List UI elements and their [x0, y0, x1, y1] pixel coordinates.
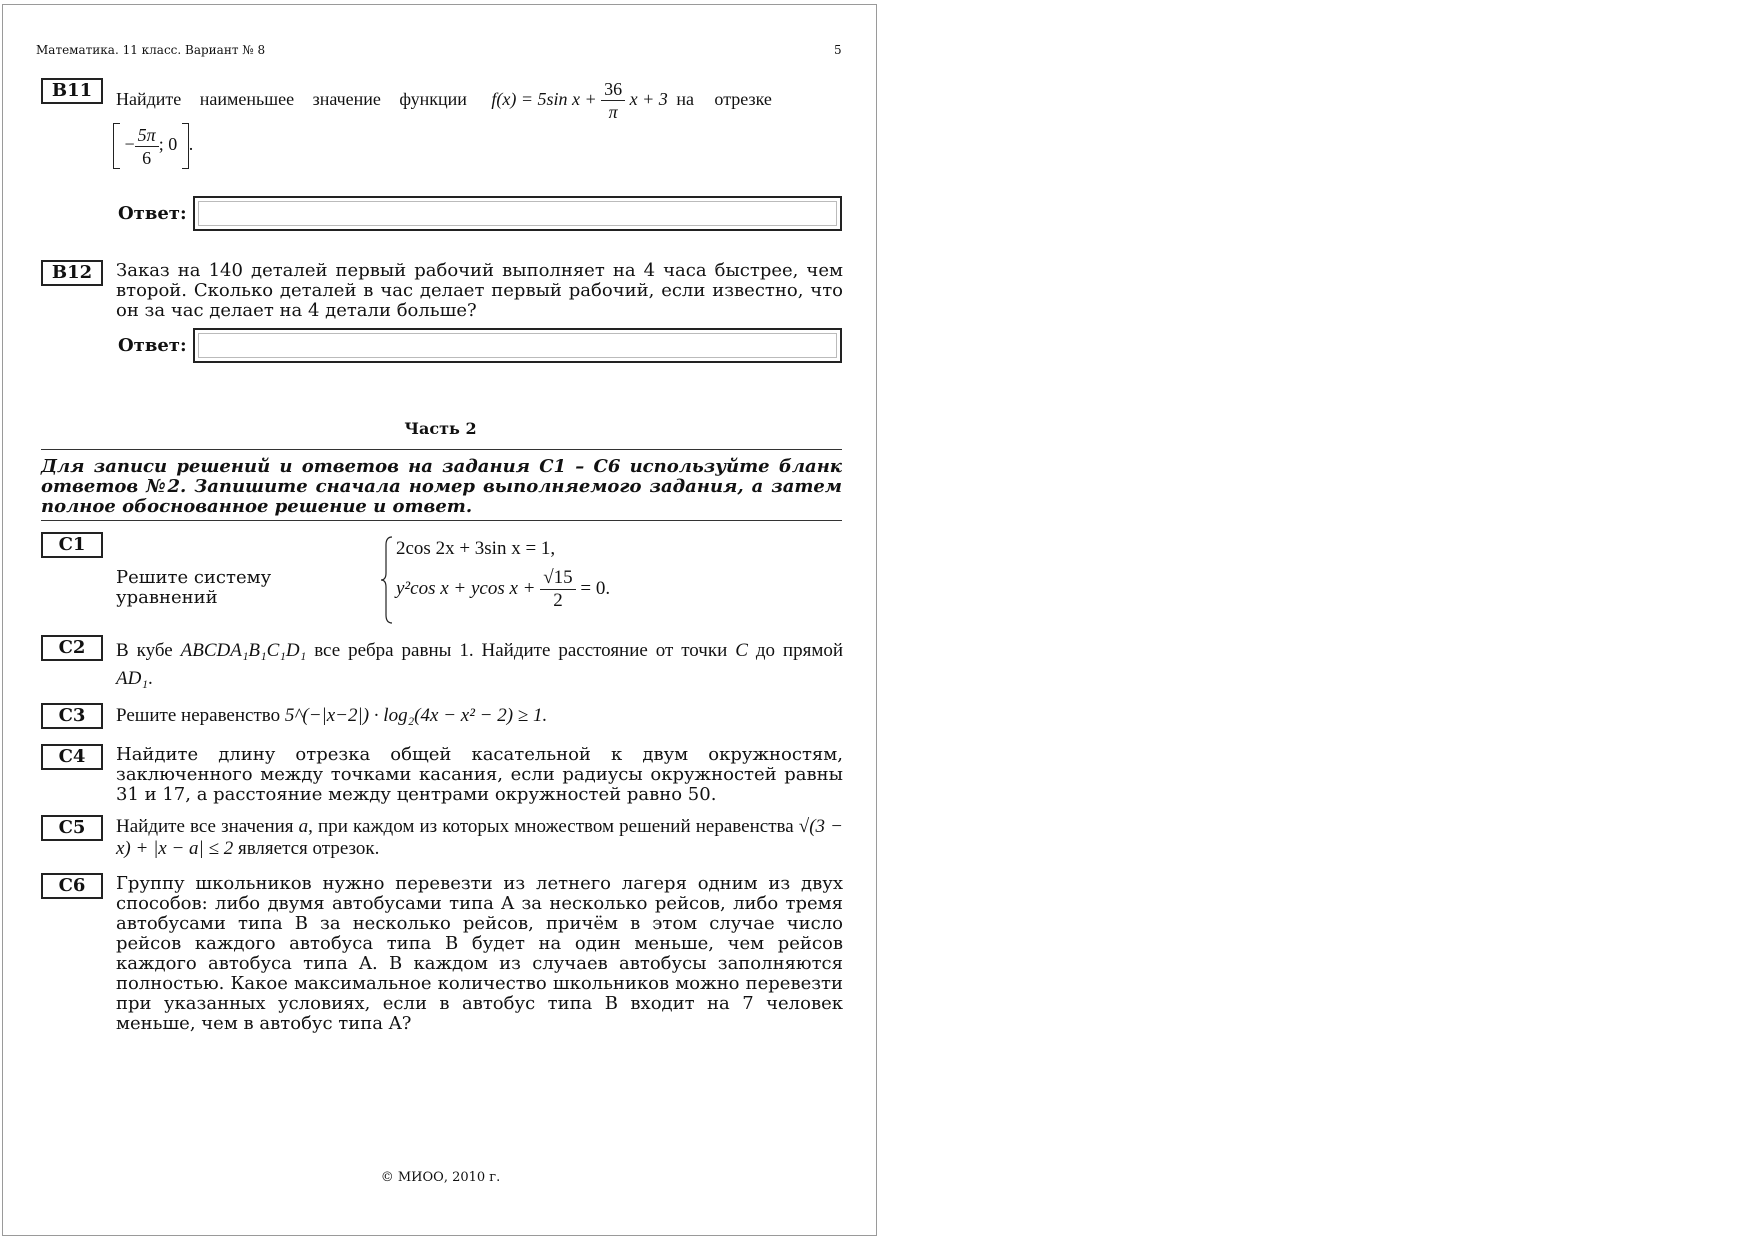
system-brace-icon: [380, 535, 394, 625]
c2-text-d: .: [147, 668, 153, 689]
b11-frac-num: 36: [601, 78, 625, 101]
task-label-c2: C2: [41, 635, 103, 661]
b11-text-before: Найдите наименьшее значение функции: [116, 89, 467, 109]
b11-answer-field[interactable]: [193, 196, 842, 231]
task-c6-text: Группу школьников нужно перевезти из летнего лагеря одним из двух способов: либо двумя автобусами типа A за несколько рейсов, либо тремя автобусами типа B за несколько рейсов, причём в этом случае число рейсов каждого автобуса типа B будет на один меньше, чем рейсов каждого автобуса типа A. В каждом из случаев автобусы заполняются полностью. Какое максимальное количество школьников можно перевезти при указанных условиях, если в автобус типа B входит на 7 человек меньше, чем в автобус типа A?: [116, 873, 843, 1034]
b11-interval-right: ; 0: [158, 134, 178, 155]
task-c1-text: Решите систему уравнений: [116, 567, 272, 608]
task-label-c6: C6: [41, 873, 103, 899]
divider-bottom: [41, 520, 842, 521]
c2-line: AD₁: [116, 668, 148, 689]
c2-text-b: все ребра равны 1. Найдите расстояние от точки: [314, 640, 728, 661]
b11-answer-label: Ответ:: [118, 203, 187, 224]
c2-text-a: В кубе: [116, 640, 173, 661]
c5-var: a: [298, 816, 309, 837]
task-label-b11: B11: [41, 78, 103, 104]
c1-equation-2: [396, 567, 610, 612]
task-c5-text: [116, 816, 843, 860]
c5-text-b: , при каждом из которых множеством решений неравенства: [308, 816, 794, 837]
part2-title: Часть 2: [404, 419, 477, 438]
c1-eq2-fraction: [540, 567, 575, 612]
page-number: 5: [834, 43, 842, 57]
c1-equation-1: 2cos 2x + 3sin x = 1,: [396, 538, 556, 559]
task-b12-text: Заказ на 140 деталей первый рабочий выполняет на 4 часа быстрее, чем второй. Сколько деталей в час делает первый рабочий, если известно, что он за час делает на 4 детали больше?: [116, 260, 843, 321]
b11-interval-den: 6: [142, 147, 152, 168]
header-title: Математика. 11 класс. Вариант № 8: [36, 43, 266, 57]
b12-answer-field[interactable]: [193, 328, 842, 363]
right-bracket-icon: [182, 123, 189, 169]
b11-interval: − $\frac{5\pi}{6}$ ; 0 .: [113, 123, 193, 169]
part2-instruction: Для записи решений и ответов на задания C1 – C6 используйте бланк ответов №2. Запишите сначала номер выполняемого задания, а затем полное обоснованное решение и ответ.: [41, 456, 842, 517]
b11-formula-tail: x + 3: [629, 89, 668, 109]
b11-formula-fx: f(x) = 5sin x +: [491, 89, 597, 109]
b11-fraction: [601, 78, 625, 123]
footer-copyright: © МИОО, 2010 г.: [380, 1170, 501, 1185]
exam-page: [2, 4, 877, 1236]
c3-formula: 5^(−|x−2|) · log₂(4x − x² − 2) ≥ 1.: [284, 705, 548, 726]
c5-text-c: является отрезок.: [237, 838, 380, 859]
c1-eq2-num: √15: [540, 567, 575, 590]
task-label-c4: C4: [41, 744, 103, 770]
b11-interval-fraction: [135, 124, 159, 169]
c2-text-c: до прямой: [755, 640, 844, 661]
task-label-b12: B12: [41, 260, 103, 286]
task-label-c3: C3: [41, 703, 103, 729]
c1-eq2-den: 2: [553, 590, 563, 611]
left-bracket-icon: [113, 123, 120, 169]
task-label-c5: C5: [41, 815, 103, 841]
task-c4-text: Найдите длину отрезка общей касательной к двум окружностям, заключенного между точками касания, если радиусы окружностей равны 31 и 17, а расстояние между центрами окружностей равно 50.: [116, 744, 843, 805]
b11-frac-den: π: [608, 102, 618, 123]
c3-text: Решите неравенство: [116, 705, 281, 726]
c5-formula: √(3 − x) + |x − a| ≤ 2: [116, 816, 844, 859]
divider-top: [41, 449, 842, 450]
c1-eq2-b: = 0.: [580, 577, 611, 599]
task-c3-text: [116, 706, 843, 726]
task-c2-text: [116, 637, 843, 693]
c5-text-a: Найдите все значения: [116, 816, 294, 837]
b11-text-after: на отрезке: [676, 89, 772, 109]
task-b11-line1: [116, 77, 843, 127]
c2-cube: ABCDA₁B₁C₁D₁: [180, 640, 307, 661]
c1-eq2-a: y²cos x + ycos x +: [396, 577, 536, 599]
task-label-c1: C1: [41, 532, 103, 558]
b11-interval-num: 5π: [135, 124, 159, 147]
b12-answer-label: Ответ:: [118, 335, 187, 356]
c2-point: C: [735, 640, 748, 661]
